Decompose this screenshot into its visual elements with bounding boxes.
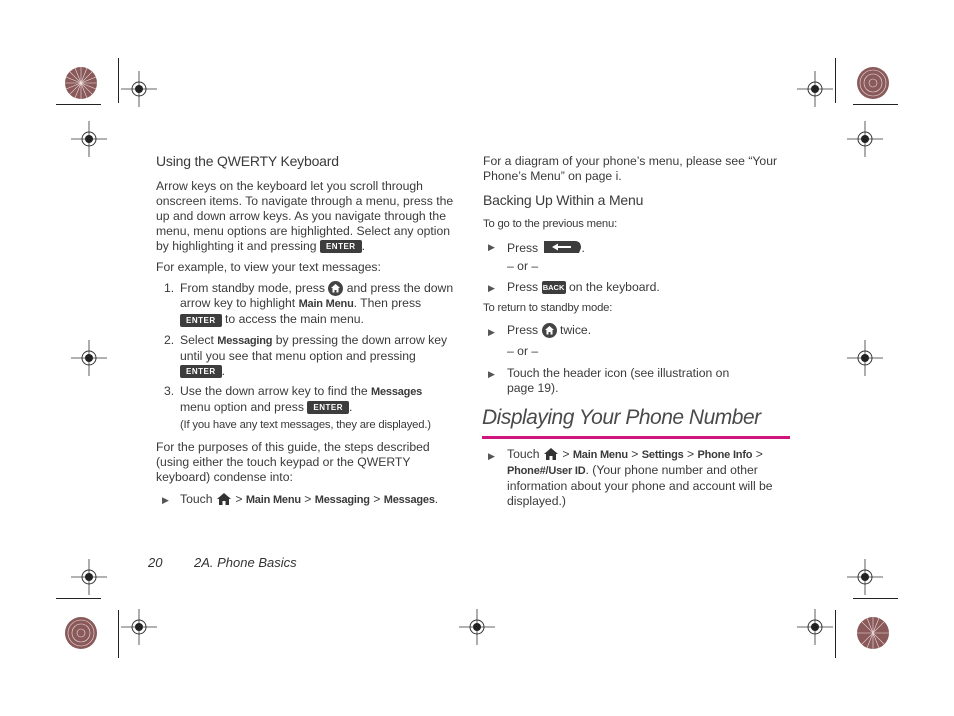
home-icon bbox=[543, 447, 559, 462]
note-text: (If you have any text messages, they are displayed.) bbox=[180, 419, 431, 431]
crop-mark bbox=[835, 58, 836, 103]
registration-mark-icon bbox=[71, 121, 107, 157]
registration-mark-icon bbox=[797, 609, 833, 645]
registration-mark-icon bbox=[121, 609, 157, 645]
section-heading: Backing Up Within a Menu bbox=[483, 192, 644, 208]
enter-key-icon: ENTER bbox=[307, 401, 349, 414]
home-icon bbox=[542, 323, 557, 338]
registration-mark-icon bbox=[71, 559, 107, 595]
intro-paragraph: Arrow keys on the keyboard let you scroll through onscreen items. To navigate through a menu, press the up and down arrow keys. As you navigate through the menu, menu options are highlighted. Select any option by highlighting it and pressing ENTER . bbox=[156, 179, 466, 254]
bullet-arrow-icon: ▶ bbox=[488, 327, 495, 337]
diagram-paragraph: For a diagram of your phone’s menu, please see “Your Phone’s Menu” on page i. bbox=[483, 154, 778, 183]
step-1: From standby mode, press and press the down arrow key to highlight Main Menu. Then press ENTER to access the main menu. bbox=[180, 281, 454, 327]
text-line: by highlighting it and pressing bbox=[156, 239, 317, 253]
text-line: onscreen items. To navigate through a menu, press the bbox=[156, 194, 454, 208]
back-key-icon: BACK bbox=[542, 283, 565, 293]
crop-mark bbox=[118, 58, 119, 103]
enter-key-icon: ENTER bbox=[180, 314, 222, 327]
color-wheel-icon bbox=[856, 616, 890, 650]
step-number: 2. bbox=[164, 333, 175, 347]
registration-mark-icon bbox=[797, 71, 833, 107]
registration-mark-icon bbox=[459, 609, 495, 645]
registration-mark-icon bbox=[847, 121, 883, 157]
press-back-step: Press . bbox=[507, 239, 585, 259]
section-footer: 2A. Phone Basics bbox=[194, 555, 297, 570]
text-line: Arrow keys on the keyboard let you scroll through bbox=[156, 179, 423, 193]
text-line: up and down arrow keys. As you navigate through the bbox=[156, 209, 446, 223]
purpose-paragraph: For the purposes of this guide, the steps described (using either the touch keypad or the QWERTY keyboard) condense into: bbox=[156, 440, 430, 484]
step-3: Use the down arrow key to find the Messages menu option and press ENTER . bbox=[180, 384, 423, 414]
bullet-arrow-icon: ▶ bbox=[488, 451, 495, 461]
touch-header-step: Touch the header icon (see illustration on page 19). bbox=[507, 366, 730, 395]
registration-mark-icon bbox=[71, 340, 107, 376]
bullet-arrow-icon: ▶ bbox=[488, 369, 495, 379]
step-2: Select Messaging by pressing the down arrow key until you see that menu option and pressing ENTER . bbox=[180, 333, 448, 378]
crop-mark bbox=[56, 104, 101, 105]
or-separator: – or – bbox=[507, 344, 539, 358]
back-key-icon bbox=[542, 239, 582, 259]
enter-key-icon: ENTER bbox=[180, 365, 222, 378]
home-icon bbox=[216, 492, 232, 507]
touch-path-left: Touch > Main Menu > Messaging > Messages. bbox=[180, 492, 439, 506]
color-wheel-icon bbox=[856, 66, 890, 100]
home-icon bbox=[328, 281, 343, 296]
text-line: menu, menu options are highlighted. Select any option bbox=[156, 224, 451, 238]
registration-mark-icon bbox=[847, 340, 883, 376]
press-home-step: Press twice. bbox=[507, 323, 592, 337]
press-back-keyboard-step: Press BACK on the keyboard. bbox=[507, 280, 660, 294]
section-heading: Using the QWERTY Keyboard bbox=[156, 153, 339, 169]
touch-path-right: Touch > Main Menu > Settings > Phone Info > Phone#/User ID. (Your phone number and other information about your phone and account will be displayed.) bbox=[507, 447, 773, 508]
step-number: 3. bbox=[164, 384, 175, 398]
example-text: For example, to view your text messages: bbox=[156, 260, 381, 274]
color-wheel-icon bbox=[64, 66, 98, 100]
crop-mark bbox=[853, 598, 898, 599]
bullet-arrow-icon: ▶ bbox=[488, 242, 495, 252]
color-wheel-icon bbox=[64, 616, 98, 650]
page-number: 20 bbox=[148, 555, 163, 570]
instruction-text: To return to standby mode: bbox=[483, 302, 613, 314]
crop-mark bbox=[853, 104, 898, 105]
step-number: 1. bbox=[164, 281, 175, 295]
bullet-arrow-icon: ▶ bbox=[488, 283, 495, 293]
title-rule bbox=[482, 436, 790, 439]
bullet-arrow-icon: ▶ bbox=[162, 495, 169, 505]
crop-mark bbox=[835, 610, 836, 658]
enter-key-icon: ENTER bbox=[320, 240, 362, 253]
or-separator: – or – bbox=[507, 259, 539, 273]
section-title: Displaying Your Phone Number bbox=[482, 406, 761, 429]
instruction-text: To go to the previous menu: bbox=[483, 218, 618, 230]
crop-mark bbox=[118, 610, 119, 658]
registration-mark-icon bbox=[121, 71, 157, 107]
registration-mark-icon bbox=[847, 559, 883, 595]
crop-mark bbox=[56, 598, 101, 599]
